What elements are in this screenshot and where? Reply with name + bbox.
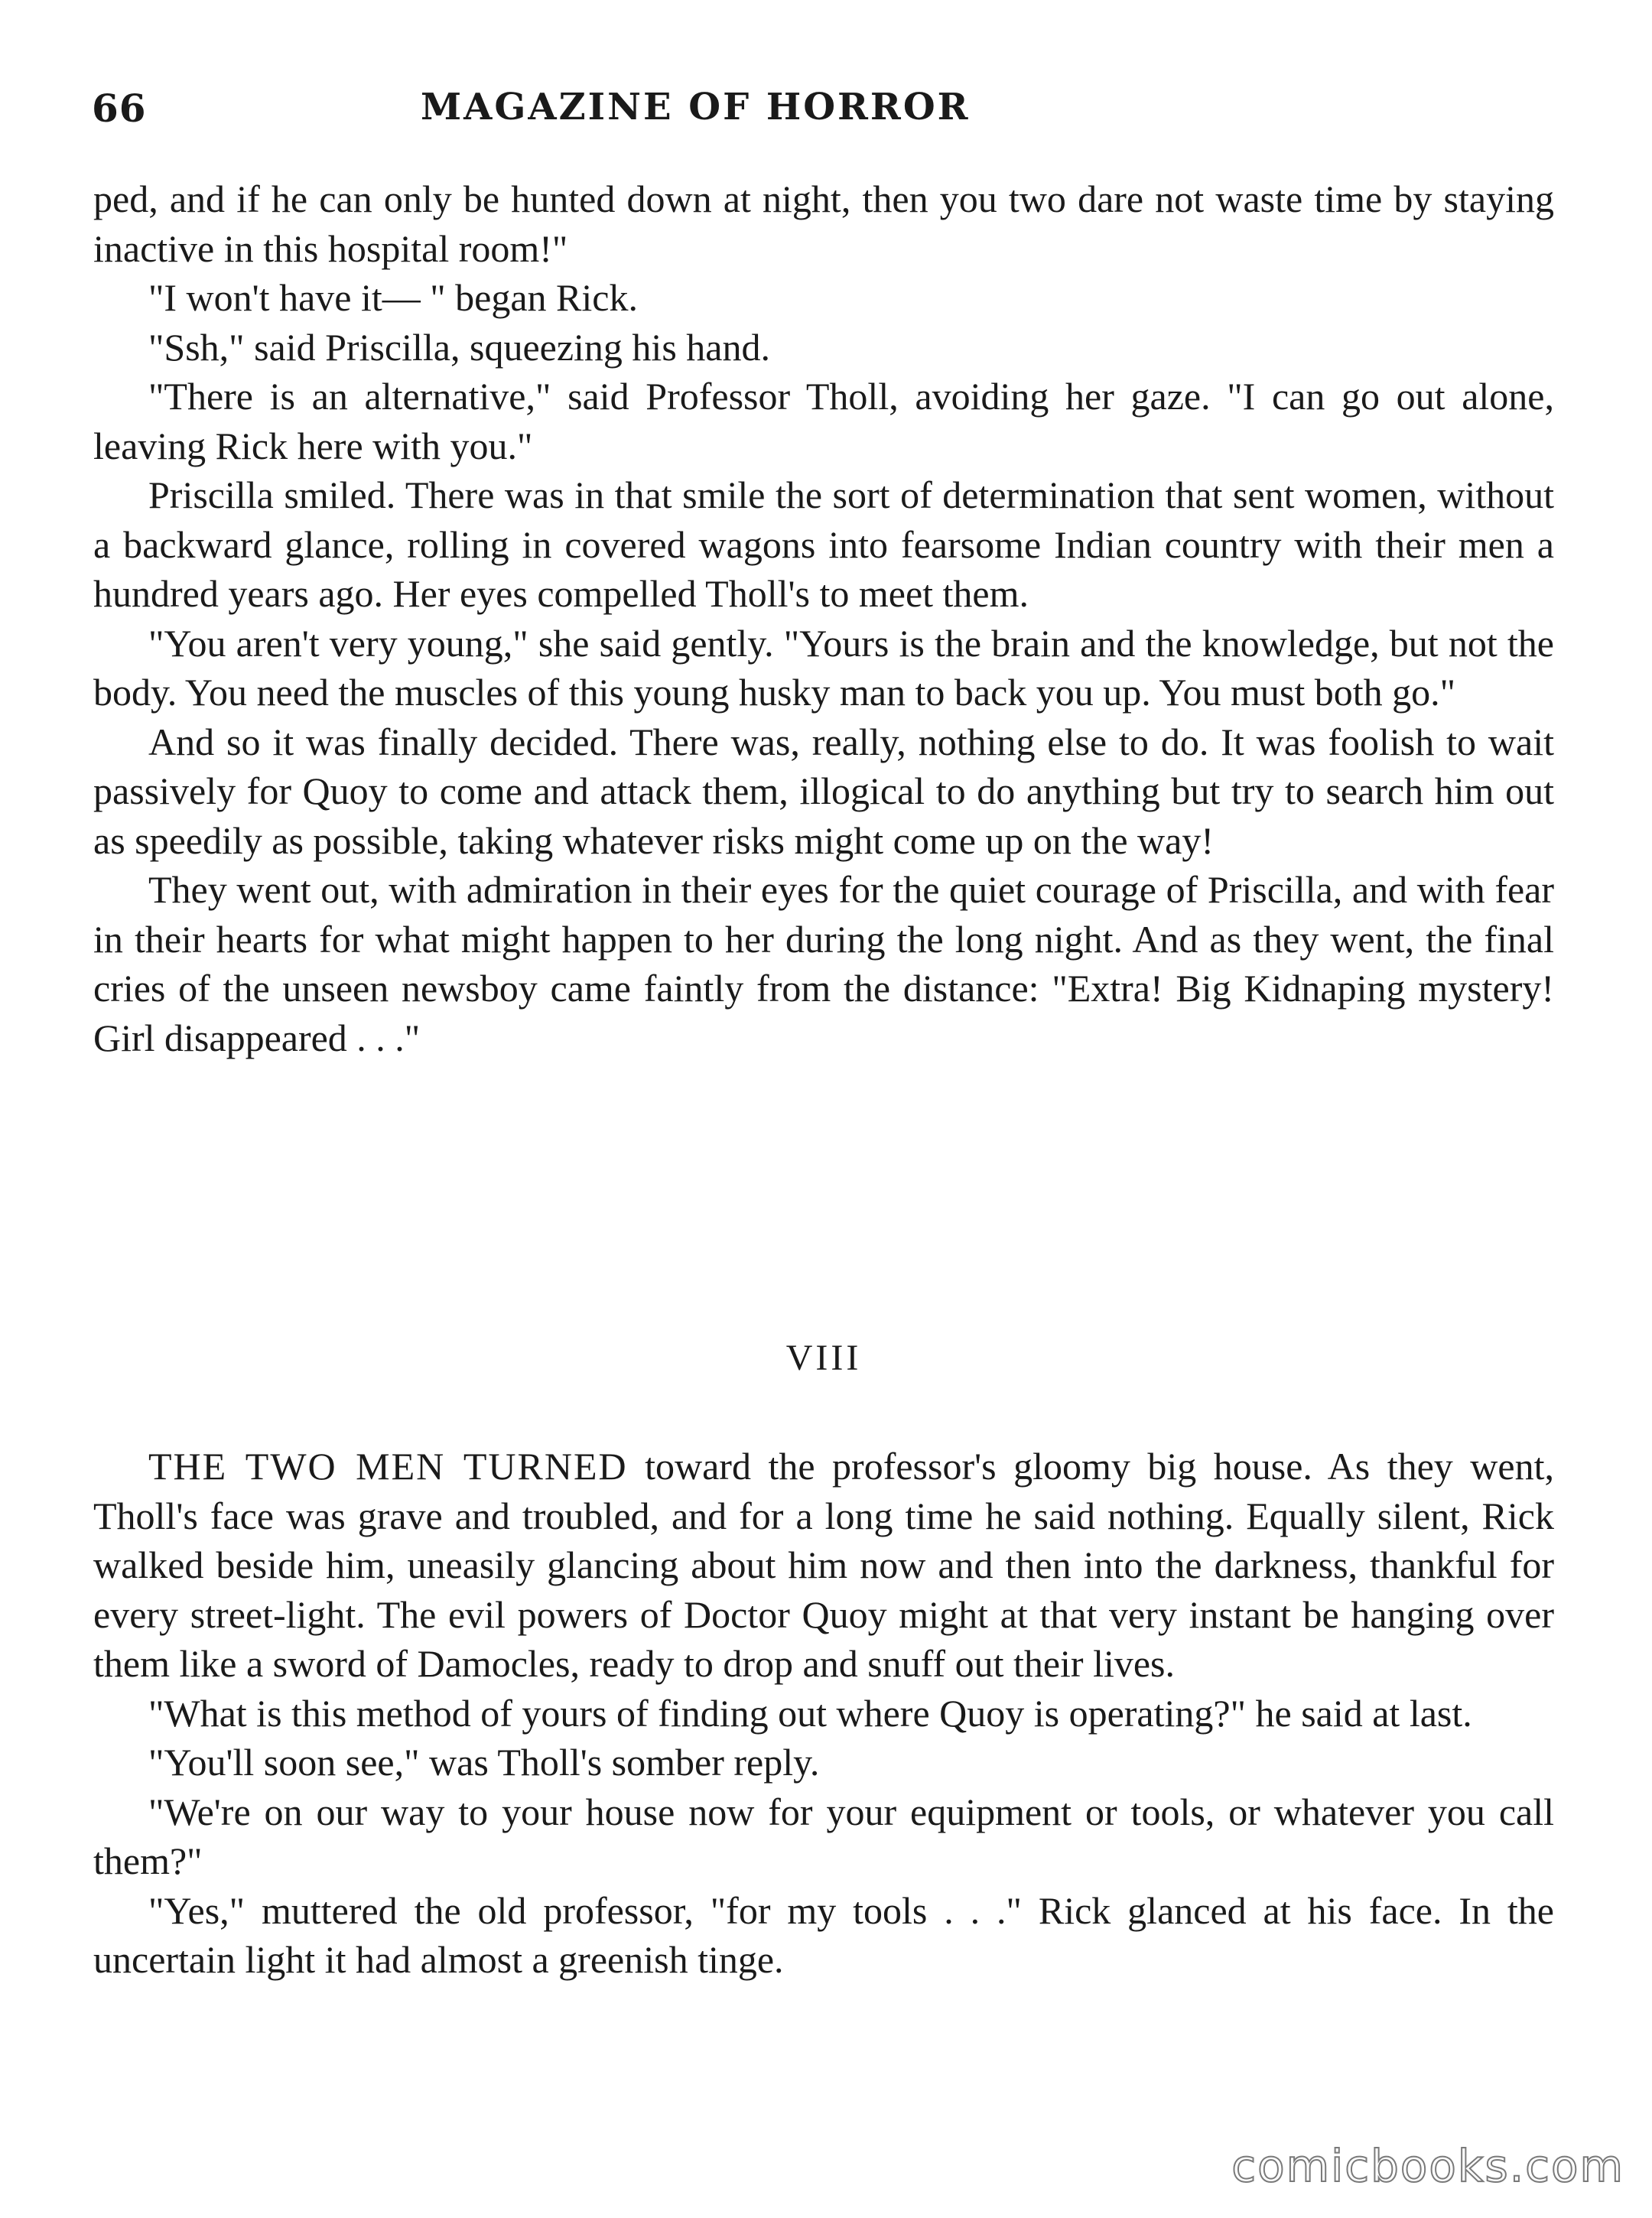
paragraph-first	[93, 1442, 1554, 1689]
story-section-2	[93, 1442, 1554, 1985]
paragraph: They went out, with admiration in their eyes for the quiet courage of Priscilla, and with fear in their hearts for what might happen to her during the long night. And as they went, the final cries of the unseen newsboy came faintly from the distance: "Extra! Big Kidnaping mystery! Girl disappeared . . ."	[93, 868, 1554, 1059]
paragraph: ped, and if he can only be hunted down at night, then you two dare not waste time by staying inactive in this hospital room!"	[93, 177, 1554, 270]
paragraph: "Ssh," said Priscilla, squeezing his hand.	[148, 325, 770, 369]
paragraph: "You'll soon see," was Tholl's somber reply.	[148, 1741, 820, 1784]
paragraph: "You aren't very young," she said gently. "Yours is the brain and the knowledge, but not the body. You need the muscles of this young husky man to back you up. You must both go."	[93, 621, 1554, 714]
paragraph: Priscilla smiled. There was in that smile the sort of determination that sent women, without a backward glance, rolling in covered wagons into fearsome Indian country with their men a hundred years ago. Her eyes compelled Tholl's to meet them.	[93, 473, 1554, 615]
paragraph: "We're on our way to your house now for your equipment or tools, or whatever you call them?"	[93, 1790, 1554, 1882]
paragraph: "Yes," muttered the old professor, "for my tools . . ." Rick glanced at his face. In the uncertain light it had almost a greenish tinge.	[93, 1888, 1554, 1981]
running-head: MAGAZINE OF HORROR	[421, 86, 971, 128]
page-number: 66	[92, 86, 147, 131]
paragraph: "What is this method of yours of finding out where Quoy is operating?" he said at last.	[148, 1691, 1472, 1735]
chapter-heading: VIII	[785, 1338, 862, 1378]
paragraph-text: toward the professor's gloomy big house. As they went, Tholl's face was grave and troubled, and for a long time he said nothing. Equally silent, Rick walked beside him, uneasily glancing about him now and then into the darkness, thankful for every street-light. The evil powers of Doctor Quoy might at that very instant be hanging over them like a sword of Damocles, ready to drop and snuff out their lives.	[93, 1445, 1554, 1685]
paragraph: And so it was finally decided. There was, really, nothing else to do. It was foolish to wait passively for Quoy to come and attack them, illogical to do anything but try to search him out as speedily as possible, taking whatever risks might come up on the way!	[93, 720, 1554, 862]
watermark: comicbooks.com	[1231, 2140, 1624, 2192]
paragraph: "There is an alternative," said Professor Tholl, avoiding her gaze. "I can go out alone, leaving Rick here with you."	[93, 375, 1554, 467]
page-header	[92, 86, 1560, 139]
story-section-1	[93, 174, 1554, 1062]
lead-in-caps: THE TWO MEN TURNED	[148, 1445, 628, 1488]
paragraph: "I won't have it— " began Rick.	[148, 276, 638, 319]
